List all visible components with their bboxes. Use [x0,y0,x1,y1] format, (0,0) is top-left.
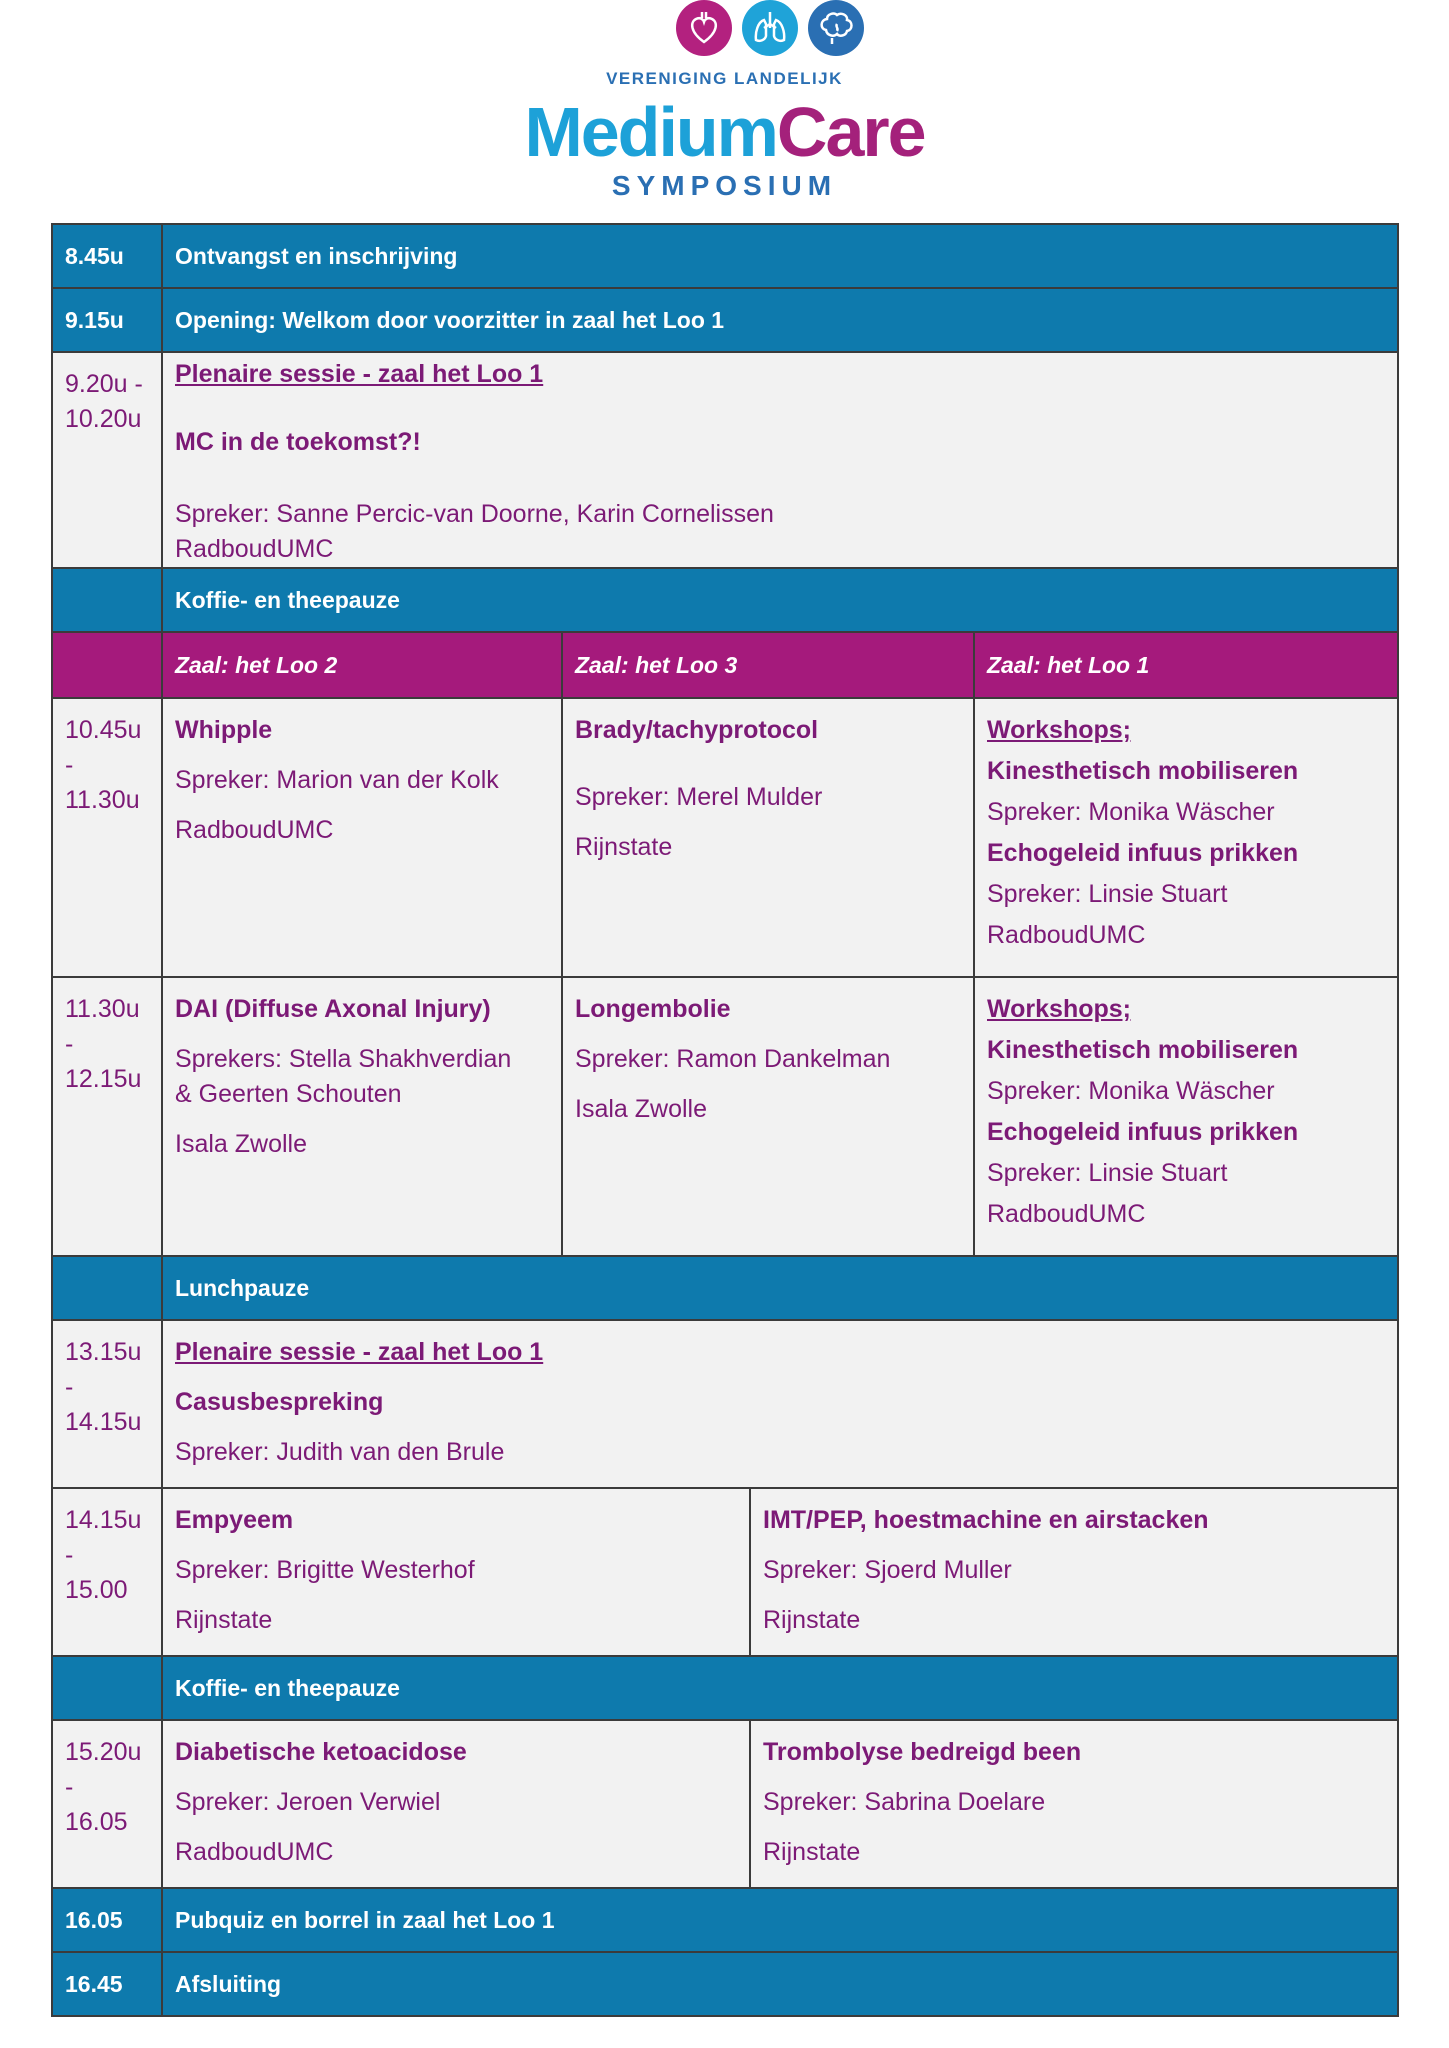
time-start: 14.15u [65,1506,142,1534]
session-title: Longembolie [575,995,731,1023]
session-cell-a [162,1488,750,1656]
room-label-a: Zaal: het Loo 2 [162,632,562,698]
row-time-cell [52,1488,162,1656]
row-title: Koffie- en theepauze [162,568,1398,632]
row-title: Afsluiting [162,1952,1398,2016]
session-title: Casusbespreking [175,1388,384,1416]
row-time-cell [52,977,162,1256]
logo-icons [676,0,864,58]
workshop-speaker: Spreker: Monika Wäscher [987,1077,1275,1105]
symposium-logo [0,0,1449,215]
brand-wordmark [0,92,1449,172]
program-row-opening [52,288,1398,352]
row-time [52,568,162,632]
workshop-title: Kinesthetisch mobiliseren [987,757,1299,785]
session-speaker: Spreker: Judith van den Brule [175,1438,505,1466]
row-time: 8.45u [52,224,162,288]
session-title: Brady/tachyprotocol [575,716,819,744]
session-cell-b [750,1488,1398,1656]
row-time-cell [52,698,162,977]
session-cell-b [562,698,974,977]
row-time-cell [52,352,162,568]
session-cell-b [750,1720,1398,1888]
program-row-pubquiz [52,1888,1398,1952]
session-cell-a [162,977,562,1256]
program-row-block-2 [52,977,1398,1256]
row-title: Lunchpauze [162,1256,1398,1320]
row-title: Pubquiz en borrel in zaal het Loo 1 [162,1888,1398,1952]
session-title: IMT/PEP, hoestmachine en airstacken [763,1506,1209,1534]
session-title: Whipple [175,716,273,744]
session-cell-a [162,698,562,977]
session-label: Plenaire sessie - zaal het Loo 1 [175,360,544,388]
brain-icon [808,0,864,56]
session-speaker: Spreker: Sjoerd Muller [763,1556,1012,1584]
workshops-label: Workshops; [987,995,1131,1023]
program-row-block-3 [52,1488,1398,1656]
session-organisation: RadboudUMC [175,1838,334,1866]
session-label: Plenaire sessie - zaal het Loo 1 [175,1338,544,1366]
session-organisation: Rijnstate [175,1606,273,1634]
workshop-speaker: Spreker: Linsie Stuart [987,1159,1228,1187]
lungs-icon [742,0,798,56]
room-label-c: Zaal: het Loo 1 [974,632,1398,698]
row-time [52,1256,162,1320]
row-time-cell [52,1720,162,1888]
row-time: 9.15u [52,288,162,352]
workshop-title: Echogeleid infuus prikken [987,1118,1299,1146]
session-title: Trombolyse bedreigd been [763,1738,1082,1766]
program-row-arrival [52,224,1398,288]
time-start: 10.45u [65,716,142,744]
time-dash: - [65,1030,74,1058]
time-end: 12.15u [65,1065,142,1093]
room-label-b: Zaal: het Loo 3 [562,632,974,698]
session-cell [162,352,1398,568]
program-row-closing [52,1952,1398,2016]
session-speaker-2: & Geerten Schouten [175,1080,402,1108]
session-organisation: Rijnstate [575,833,673,861]
program-table [51,223,1399,2017]
symposium-subtitle: SYMPOSIUM [611,170,838,201]
session-organisation: RadboudUMC [175,535,334,563]
row-time: 16.45 [52,1952,162,2016]
workshop-organisation: RadboudUMC [987,921,1146,949]
organisation-name: VERENIGING LANDELIJK [606,69,843,88]
session-speaker: Spreker: Sabrina Doelare [763,1788,1046,1816]
time-dash: - [65,751,74,779]
heart-icon [676,0,732,56]
program-row-rooms [52,632,1398,698]
session-cell-b [562,977,974,1256]
program-row-plenary-2 [52,1320,1398,1488]
session-cell-a [162,1720,750,1888]
time-end: 14.15u [65,1408,142,1436]
time-dash: - [65,1773,74,1801]
session-title: DAI (Diffuse Axonal Injury) [175,995,491,1023]
session-speaker: Spreker: Sanne Percic-van Doorne, Karin Cornelissen [175,500,774,528]
workshop-organisation: RadboudUMC [987,1200,1146,1228]
session-speaker: Spreker: Ramon Dankelman [575,1045,891,1073]
program-row-block-4 [52,1720,1398,1888]
time-start: 11.30u [65,995,140,1023]
time-start: 9.20u - [65,370,143,398]
session-organisation: Rijnstate [763,1838,861,1866]
time-start: 13.15u [65,1338,142,1366]
row-title: Ontvangst en inschrijving [162,224,1398,288]
session-cell-c [974,698,1398,977]
session-speaker: Spreker: Brigitte Westerhof [175,1556,475,1584]
time-end: 15.00 [65,1576,128,1604]
brand-care: Care [776,93,925,171]
workshops-label: Workshops; [987,716,1131,744]
time-end: 10.20u [65,405,142,433]
row-time: 16.05 [52,1888,162,1952]
time-dash: - [65,1541,74,1569]
program-row-block-1 [52,698,1398,977]
session-organisation: Isala Zwolle [175,1130,307,1158]
row-time [52,1656,162,1720]
session-organisation: Rijnstate [763,1606,861,1634]
time-start: 15.20u [65,1738,142,1766]
session-organisation: Isala Zwolle [575,1095,707,1123]
session-speaker: Spreker: Merel Mulder [575,783,823,811]
session-speaker: Spreker: Marion van der Kolk [175,766,499,794]
session-organisation: RadboudUMC [175,816,334,844]
row-title: Koffie- en theepauze [162,1656,1398,1720]
session-cell-c [974,977,1398,1256]
time-end: 11.30u [65,786,140,814]
time-end: 16.05 [65,1808,128,1836]
session-cell [162,1320,1398,1488]
session-speaker: Spreker: Jeroen Verwiel [175,1788,441,1816]
row-title: Opening: Welkom door voorzitter in zaal het Loo 1 [162,288,1398,352]
program-row-coffee-2 [52,1656,1398,1720]
workshop-speaker: Spreker: Linsie Stuart [987,880,1228,908]
brand-medium: Medium [524,93,777,171]
program-row-lunch [52,1256,1398,1320]
row-time-cell [52,1320,162,1488]
program-row-coffee-1 [52,568,1398,632]
session-title: Empyeem [175,1506,294,1534]
session-title: MC in de toekomst?! [175,428,421,456]
time-dash: - [65,1373,74,1401]
workshop-title: Kinesthetisch mobiliseren [987,1036,1299,1064]
session-speaker: Sprekers: Stella Shakhverdian [175,1045,512,1073]
workshop-title: Echogeleid infuus prikken [987,839,1299,867]
program-row-plenary-1 [52,352,1398,568]
session-title: Diabetische ketoacidose [175,1738,467,1766]
row-time [52,632,162,698]
workshop-speaker: Spreker: Monika Wäscher [987,798,1275,826]
